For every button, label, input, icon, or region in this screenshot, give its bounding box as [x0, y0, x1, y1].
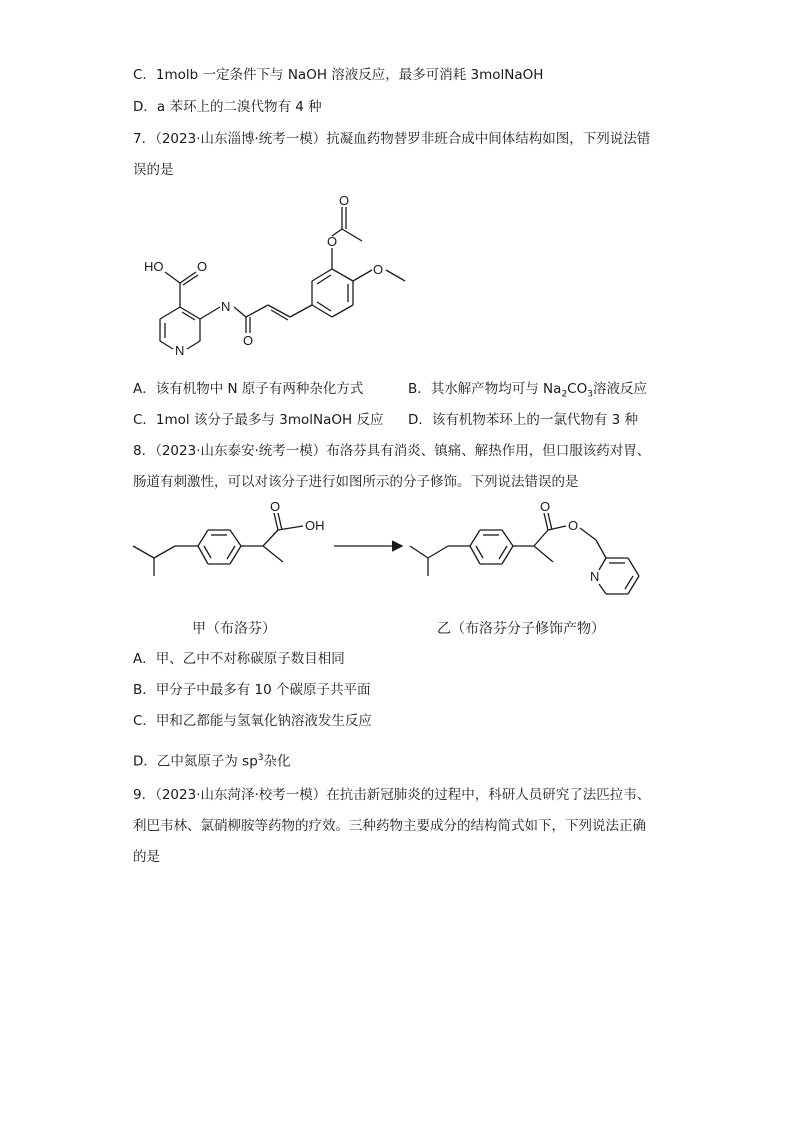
q7-atom-ho: HO [144, 259, 164, 274]
q7-stem-cont: 误的是 [133, 162, 174, 178]
q8-stem-cont: 肠道有刺激性，可以对该分子进行如图所示的分子修饰。下列说法错误的是 [133, 474, 579, 490]
q7-option-d: D．该有机物苯环上的一氯代物有 3 种 [408, 412, 639, 428]
q8-yi-atom-n: N [590, 569, 600, 584]
q7-option-b: B．其水解产物均可与 $Na_2CO_3$溶液反应 [408, 381, 647, 400]
q7-structure-diagram [140, 193, 440, 363]
caption-jia: 甲（布洛芬） [192, 621, 276, 637]
q7-atom-n-pyridine: N [175, 343, 185, 358]
q8-stem: 8．（2023·山东泰安·统考一模）布洛芬具有消炎、镇痛、解热作用，但口服该药对胃、 [133, 443, 651, 459]
q7-atom-o-carboxyl: O [197, 259, 208, 274]
q6-option-d: D．a 苯环上的二溴代物有 4 种 [133, 99, 322, 115]
q7-stem: 7．（2023·山东淄博·统考一模）抗凝血药物替罗非班合成中间体结构如图，下列说法错 [133, 131, 651, 147]
q8-yi-atom-o-ester: O [568, 518, 579, 533]
q7-atom-o-amide: O [243, 333, 254, 348]
q7-atom-o-methoxy: O [373, 262, 384, 277]
q8-option-a: A．甲、乙中不对称碳原子数目相同 [133, 651, 345, 667]
q7-atom-n-amide: N [221, 299, 231, 314]
q9-stem-cont2: 的是 [133, 849, 160, 865]
caption-yi: 乙（布洛芬分子修饰产物） [437, 621, 605, 637]
q7-option-a: A．该有机物中 N 原子有两种杂化方式 [133, 381, 364, 397]
q8-jia-atom-oh: OH [305, 518, 325, 533]
q6-option-c: C．1molb 一定条件下与 NaOH 溶液反应，最多可消耗 3molNaOH [133, 67, 544, 83]
q7-atom-o-carbonyl: O [339, 193, 350, 208]
q8-option-c: C．甲和乙都能与氢氧化钠溶液发生反应 [133, 713, 372, 729]
q7-atom-o-ester: O [327, 234, 338, 249]
q8-option-b: B．甲分子中最多有 10 个碳原子共平面 [133, 682, 371, 698]
q8-yi-atom-o-carbonyl: O [540, 499, 551, 514]
q9-stem-cont: 利巴韦林、氯硝柳胺等药物的疗效。三种药物主要成分的结构简式如下，下列说法正确 [133, 818, 646, 834]
q9-stem: 9．（2023·山东菏泽·校考一模）在抗击新冠肺炎的过程中，科研人员研究了法匹拉韦、 [133, 787, 651, 803]
q8-reaction-diagram [128, 500, 668, 610]
q8-jia-atom-o: O [270, 499, 281, 514]
q7-option-c: C．1mol 该分子最多与 3molNaOH 反应 [133, 412, 384, 428]
q8-option-d: D．乙中氮原子为 $sp^3$杂化 [133, 753, 291, 770]
